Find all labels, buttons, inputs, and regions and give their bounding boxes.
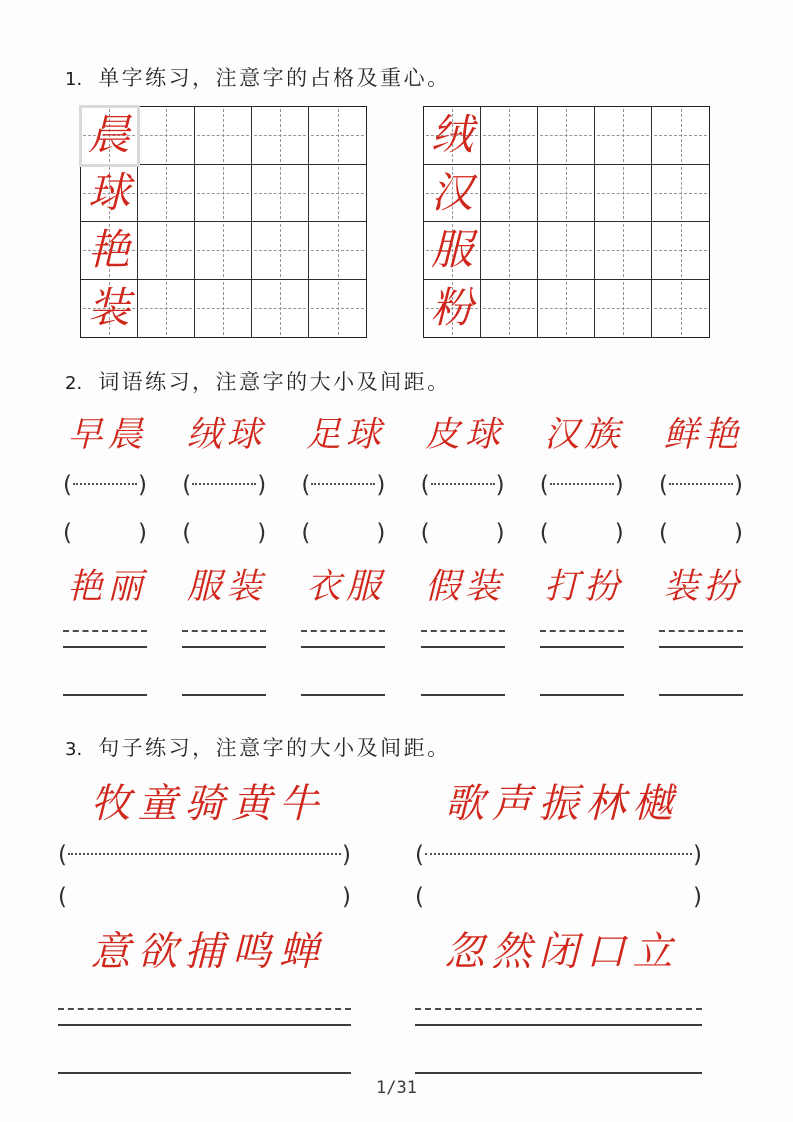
section1-heading [65,62,743,92]
dashed-rule-line [659,630,743,632]
paren-close: ) [693,883,702,910]
section3-heading [65,732,743,762]
paren-open: ( [420,471,430,498]
paren-open: ( [58,883,67,910]
word-practice-grid [63,412,743,696]
paren-close: ) [733,471,743,498]
model-character: 晨 [87,110,130,160]
dashed-rule-line [421,630,505,632]
solid-rule-line [301,694,385,696]
paren-open: ( [182,471,192,498]
dashed-fill [73,483,137,485]
model-char-cell [81,222,138,280]
section2-title: 词语练习，注意字的大小及间距。 [98,370,451,394]
paren-close: ) [342,841,351,868]
pinyin-slot [182,472,266,498]
paren-close: ) [376,519,386,546]
paren-close: ) [376,471,386,498]
dashed-fill [192,483,256,485]
solid-rule-line [415,1072,702,1074]
paren-close: ) [342,883,351,910]
practice-cell [481,280,538,338]
model-word: 足球 [305,415,386,455]
solid-rule-line [182,646,266,648]
paren-open: ( [658,519,668,546]
model-char-cell [424,165,481,223]
practice-cell [195,222,252,280]
model-character: 服 [430,225,473,275]
practice-cell [595,280,652,338]
pinyin-slot [415,842,702,868]
pinyin-slot [63,472,147,498]
solid-rule-line [182,694,266,696]
paren-close: ) [614,519,624,546]
paren-close: ) [138,471,147,498]
paren-close: ) [138,519,147,546]
model-char-cell [424,107,481,165]
pinyin-slot [540,472,624,498]
paren-open: ( [420,519,430,546]
dashed-rule-line [182,630,266,632]
blank-slot [415,884,702,910]
section1-number: 1. [65,69,83,90]
model-word: 打扮 [544,567,625,607]
practice-cell [538,280,595,338]
solid-rule-line [659,646,743,648]
dashed-fill [431,483,495,485]
practice-cell [595,222,652,280]
model-sentence: 忽然闭口立 [444,929,680,975]
dashed-fill [311,483,375,485]
paren-open: ( [301,519,311,546]
practice-cell [652,107,709,165]
paren-close: ) [495,519,505,546]
dashed-rule-line [58,1008,351,1010]
practice-cell [252,107,309,165]
practice-cell [138,165,195,223]
solid-rule-line [540,646,624,648]
practice-cell [652,165,709,223]
word-column [540,412,624,696]
model-character: 艳 [87,225,130,275]
paren-open: ( [301,471,311,498]
model-character: 绒 [430,110,473,160]
solid-rule-line [63,694,147,696]
paren-open: ( [539,519,549,546]
practice-cell [138,222,195,280]
blank-slot [301,520,385,546]
practice-cell [538,222,595,280]
model-word: 汉族 [544,415,625,455]
model-word: 艳丽 [67,567,148,607]
solid-rule-line [63,646,147,648]
practice-cell [252,165,309,223]
solid-rule-line [301,646,385,648]
practice-cell [481,165,538,223]
dashed-fill [669,483,733,485]
practice-cell [138,107,195,165]
blank-slot [182,520,266,546]
practice-cell [309,222,366,280]
practice-cell [309,107,366,165]
pinyin-slot [421,472,505,498]
section3-number: 3. [65,739,83,760]
word-column [63,412,147,696]
model-word: 皮球 [425,415,506,455]
character-grids-row [80,106,743,338]
paren-open: ( [539,471,549,498]
paren-close: ) [614,471,624,498]
dashed-rule-line [63,630,147,632]
model-character: 汉 [430,167,473,217]
model-character: 粉 [430,283,473,333]
sentence-practice-grid [58,776,743,1074]
blank-slot [659,520,743,546]
model-char-cell [81,107,138,165]
practice-cell [252,222,309,280]
practice-cell [481,107,538,165]
section1-title: 单字练习，注意字的占格及重心。 [98,66,451,90]
solid-rule-line [659,694,743,696]
model-character: 装 [87,283,130,333]
pinyin-slot [659,472,743,498]
dashed-fill [68,853,341,855]
solid-rule-line [540,694,624,696]
practice-cell [309,280,366,338]
section2-number: 2. [65,373,83,394]
practice-cell [481,222,538,280]
model-char-cell [81,280,138,338]
paren-open: ( [63,471,72,498]
solid-rule-line [58,1072,351,1074]
sentence-column [58,776,351,1074]
blank-slot [58,884,351,910]
dashed-fill [425,853,692,855]
practice-cell [595,107,652,165]
word-column [659,412,743,696]
model-sentence: 歌声振林樾 [444,781,680,827]
solid-rule-line [421,694,505,696]
paren-open: ( [63,519,72,546]
model-word: 鲜艳 [663,415,744,455]
model-word: 假装 [425,567,506,607]
practice-cell [195,280,252,338]
practice-cell [195,107,252,165]
blank-slot [540,520,624,546]
blank-slot [63,520,147,546]
paren-close: ) [495,471,505,498]
practice-cell [138,280,195,338]
word-column [301,412,385,696]
paren-open: ( [58,841,67,868]
pinyin-slot [301,472,385,498]
model-char-cell [81,165,138,223]
solid-rule-line [421,646,505,648]
dashed-fill [550,483,614,485]
model-word: 服装 [186,567,267,607]
model-character: 球 [87,167,130,217]
word-column [182,412,266,696]
paren-close: ) [257,519,267,546]
model-word: 早晨 [67,415,148,455]
paren-open: ( [182,519,192,546]
sentence-column [415,776,702,1074]
dashed-rule-line [540,630,624,632]
solid-rule-line [58,1024,351,1026]
dashed-rule-line [301,630,385,632]
practice-cell [652,280,709,338]
dashed-rule-line [415,1008,702,1010]
model-char-cell [424,280,481,338]
paren-open: ( [415,841,424,868]
model-sentence: 意欲捕鸣蝉 [90,929,326,975]
practice-grid-right [423,106,710,338]
practice-grid-left [80,106,367,338]
section3-title: 句子练习，注意字的大小及间距。 [98,736,451,760]
model-sentence: 牧童骑黄牛 [90,781,326,827]
model-word: 装扮 [663,567,744,607]
word-column [421,412,505,696]
pinyin-slot [58,842,351,868]
model-word: 绒球 [186,415,267,455]
practice-cell [538,165,595,223]
practice-cell [595,165,652,223]
page-number: 1/31 [376,1078,417,1098]
practice-cell [252,280,309,338]
paren-close: ) [693,841,702,868]
paren-open: ( [658,471,668,498]
solid-rule-line [415,1024,702,1026]
paren-close: ) [257,471,267,498]
model-char-cell [424,222,481,280]
paren-close: ) [733,519,743,546]
model-word: 衣服 [305,567,386,607]
practice-cell [652,222,709,280]
blank-slot [421,520,505,546]
practice-cell [538,107,595,165]
practice-cell [195,165,252,223]
section2-heading [65,366,743,396]
paren-open: ( [415,883,424,910]
practice-cell [309,165,366,223]
